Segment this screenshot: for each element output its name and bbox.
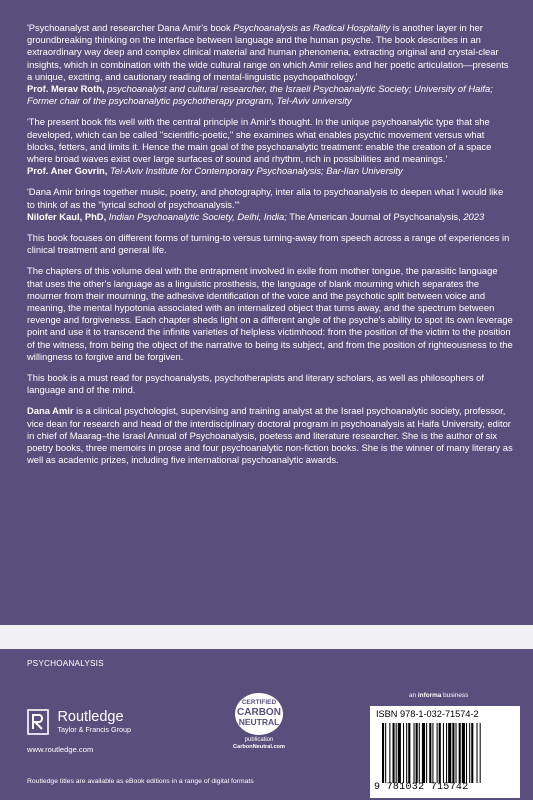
barcode-bar [448,723,451,783]
barcode-bar [403,723,404,783]
barcode-bar [471,723,473,783]
quote-text [27,22,513,83]
book-title-italic: Psychoanalysis as Radical Hospitality [233,22,391,33]
publisher-name-block [57,709,131,734]
isbn-barcode [370,706,520,798]
barcode-bar [393,723,395,783]
informa-suffix: business [441,692,469,699]
quote-text: 'Dana Amir brings together music, poetry, and photography, inter alia to psychoanalysis to deepen what I would like to think of as the "lyrical school of psychoanalysis."' [27,186,504,210]
publisher-url: www.routledge.com [27,745,94,754]
carbon-neutral-badge-icon [233,691,285,737]
barcode-bar [443,723,444,783]
barcode-bar [480,723,481,783]
informa-brand: informa [417,692,442,699]
barcode-bar [416,723,418,783]
quote-attribution [27,83,513,107]
quote-journal: The American Journal of Psychoanalysis, [286,210,461,222]
barcode-bar [396,723,397,783]
barcode-bar [414,723,415,783]
informa-business [409,692,468,699]
author-name: Dana Amir [27,405,74,417]
barcode-bar [439,723,441,783]
routledge-logo-icon [27,709,49,735]
cover-footer [0,649,533,800]
barcode-bar [432,723,433,783]
barcode-bar [469,723,470,783]
barcode-bar [385,723,386,783]
publisher-block [27,709,131,735]
description-paragraph: The chapters of this volume deal with the entrapment involved in exile from mother tongue, the parasitic language that uses the other's language as a linguistic prosthesis, the language of blank mourning which separates the mourner from their mourning, the adhesive identification of the voice and the psychotic split between voice and meaning, the mental hypotonia associated with an internalized object that turns away, and the spectrum between revenge and forgiveness. Each chapter sheds light on a different angle of the psyche's ability to spot its own leverage point and use it to transcend the infinite varieties of helpless victimhood: from the position of the victim to the position of the witness, from being the object of the narrative to being its subject, and from the position of righteousness to the willingness to forgive and be forgiven. [27,265,513,362]
barcode-bar [466,723,467,783]
quote-attribution [27,165,513,177]
barcode-bar [477,723,478,783]
quote-affiliation: Tel-Aviv Institute for Contemporary Psychoanalysis; Bar-Ilan University [107,165,403,177]
barcode-bar [419,723,420,783]
carbon-bottom-label: NEUTRAL [238,717,280,727]
carbon-url: CarbonNeutral.com [233,744,285,750]
barcode-bar [426,723,427,783]
quote-year: 2023 [460,210,485,222]
barcode-bar [446,723,447,783]
barcode-bar [456,723,457,783]
barcode-bar [437,723,438,783]
barcode-bars [382,723,512,783]
ebook-note: Routledge titles are available as eBook editions in a range of digital formats [27,778,254,785]
barcode-bar [398,723,401,783]
endorsement-quote-roth [27,22,513,107]
description-paragraph: This book focuses on different forms of turning-to versus turning-away from speech across a range of experiences in clinical treatment and general life. [27,232,510,256]
description-paragraph: This book is a must read for psychoanalysts, psychotherapists and literary scholars, as well as philosophers of language and of the mind. [27,372,484,396]
endorsement-quote-kaul [27,186,513,223]
divider-band [0,625,533,649]
barcode-digits: 9 781032 715742 [374,782,469,793]
informa-prefix: an [409,692,418,699]
quote-author: Prof. Merav Roth, [27,83,105,95]
subject-category: PSYCHOANALYSIS [27,659,104,668]
carbon-top-label: CERTIFIED [241,699,277,706]
quote-author: Prof. Aner Govrin, [27,165,108,177]
quote-text-part: is another layer in her groundbreaking thinking on the interface between language and the human psyche. The book describes in an extraordinary way deep and complex clinical material and human phenomena, extracting original and crystal-clear insights, which in combination with the wide cultural range on which Amir relies and her poetic articulation—presents a unique, exciting, and cautionary reading of mental-linguistic psychopathology.' [27,22,509,82]
barcode-bar [462,723,465,783]
carbon-publication-label: publication [244,737,274,743]
barcode-bar [422,723,425,783]
quote-affiliation: psychoanalyst and cultural researcher, the Israeli Psychoanalytic Society; University of Haifa; Former chair of the psychoanalytic psychotherapy program, Tel-Aviv university [27,83,493,107]
quote-text: 'The present book fits well with the central principle in Amir's thought. In the unique psychoanalytic type that she developed, which can be called "scientific-poetic," she examines what enables psychic movement versus what blocks, fetters, and limits it. Hence the main goal of the psychoanalytic treatment: enable the creation of a space where broad waves exist over large surfaces of sound and rhythm, rich in possibilities and meanings.' [27,116,492,165]
barcode-bar [459,723,461,783]
quote-text-part: 'Psychoanalyst and researcher Dana Amir's book [27,22,234,33]
barcode-bar [406,723,407,783]
publisher-name: Routledge [57,709,124,725]
barcode-bar [429,723,431,783]
back-cover-text [27,22,513,476]
carbon-neutral-block [227,691,291,751]
quote-author: Nilofer Kaul, PhD, [27,210,107,222]
author-bio-text: is a clinical psychologist, supervising and training analyst at the Israel psychoanalytic society, professor, vice dean for research and head of the interdisciplinary doctoral program in psychoanalysis at Haifa University, editor in chief of Maarag–the Israel Annual of Psychoanalysis, poetess and literature researcher. She is the author of six poetry books, three memoirs in prose and four psychoanalytic non-fiction books. She is the winner of many literary as well as academic prizes, including five international psychoanalytic awards. [27,405,513,466]
carbon-mid-label: CARBON [237,707,281,718]
publisher-group: Taylor & Francis Group [57,725,131,734]
author-bio [27,405,513,466]
quote-attribution [27,211,513,223]
isbn-label: ISBN 978-1-032-71574-2 [376,709,479,719]
quote-affiliation: Indian Psychoanalytic Society, Delhi, India; [106,210,287,222]
barcode-bar [389,723,390,783]
barcode-bar [408,723,410,783]
endorsement-quote-govrin [27,116,513,177]
barcode-bar [452,723,454,783]
barcode-bar [382,723,384,783]
